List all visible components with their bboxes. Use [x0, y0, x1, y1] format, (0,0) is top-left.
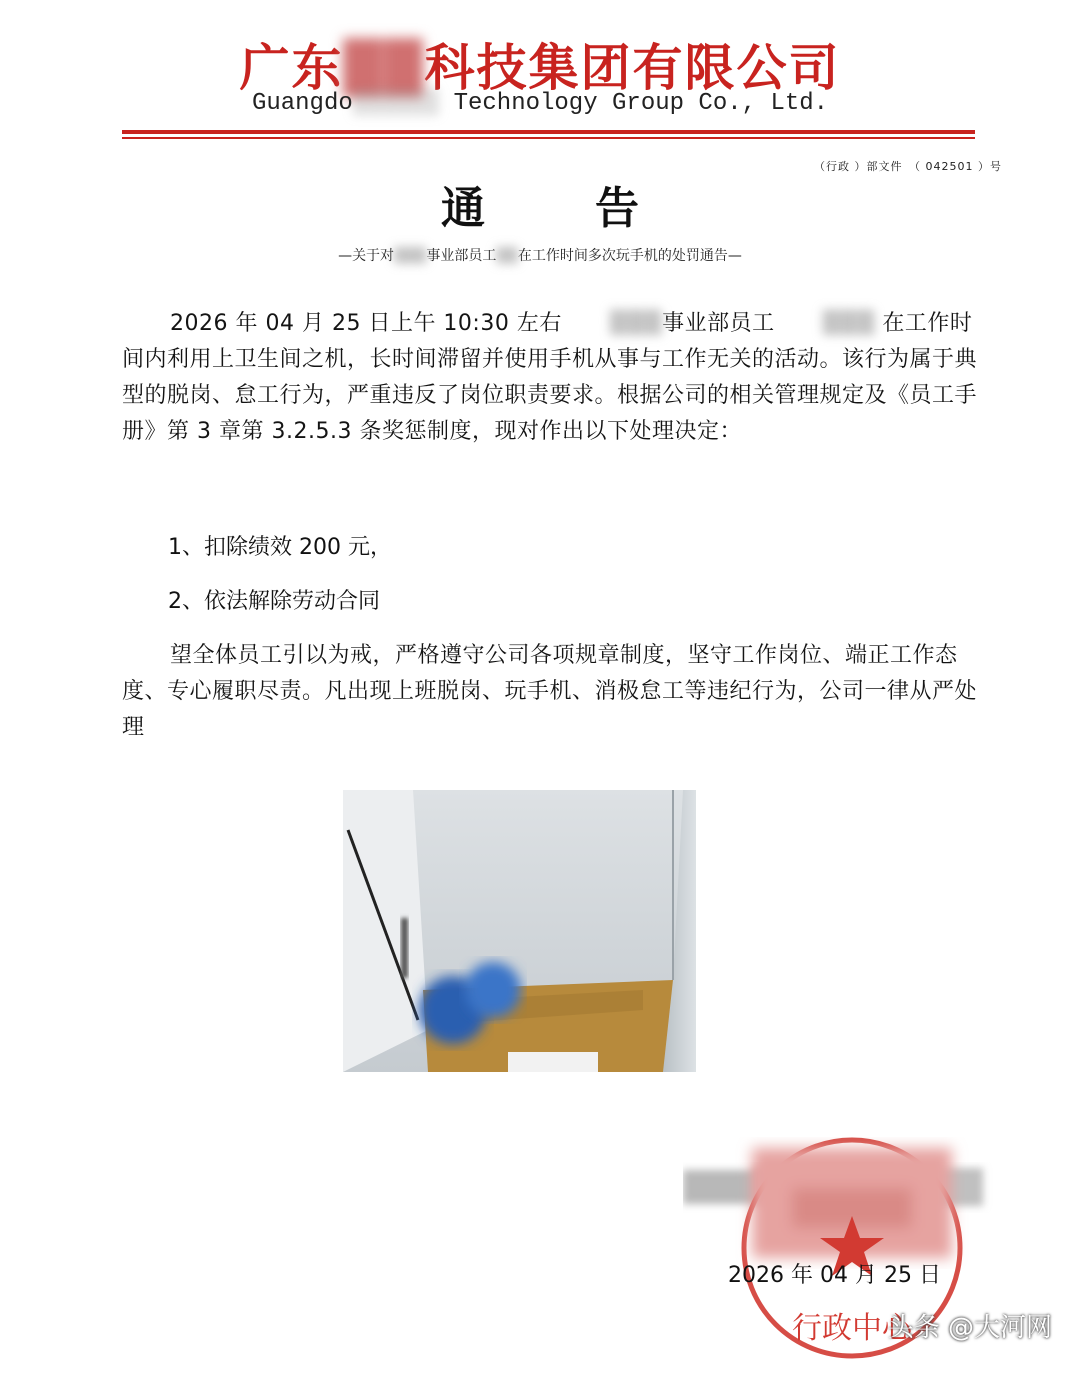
- stamp-text: 行政中心: [792, 1311, 912, 1346]
- company-name-en: Guangdo▒▒▒▒▒▒ Technology Group Co., Ltd.: [251, 90, 829, 117]
- notice-title: 通告: [441, 183, 749, 234]
- decision-item-1: 1、扣除绩效 200 元，: [168, 535, 392, 560]
- redacted-department: ▒▒▒: [394, 248, 427, 264]
- surveillance-photo: [343, 790, 696, 1072]
- notice-paragraph-2: 望全体员工引以为戒，严格遵守公司各项规章制度，坚守工作岗位、端正工作态度、专心履职尽责。凡出现上班脱岗、玩手机、消极怠工等违纪行为，公司一律从严处理: [122, 643, 978, 740]
- redacted-department: ▒▒▒: [609, 311, 663, 336]
- notice-paragraph-1: 2026 年 04 月 25 日上午 10:30 左右 ▒▒▒事业部员工 ▒▒▒ 在工作时间内利用上卫生间之机，长时间滞留并使用手机从事与工作无关的活动。该行为属于典型的脱岗、怠工行为，严重违反了岗位职责要求。根据公司的相关管理规定及《员工手册》第 3 章第 3.2.5.3 条奖惩制度，现对作出以下处理决定：: [122, 306, 982, 450]
- redacted-employee: ▒▒: [496, 248, 518, 264]
- decision-item-2: 2、依法解除劳动合同: [168, 589, 380, 614]
- redacted-company-name-en: ▒▒▒▒▒▒: [352, 90, 440, 117]
- document-number: （行政 ）部文件 （ 042501 ）号: [814, 160, 1002, 173]
- source-watermark: 头条 @大河网: [887, 1313, 1052, 1343]
- letterhead-rule-thin: [122, 137, 975, 139]
- letterhead-rule-thick: [122, 130, 975, 134]
- company-name-cn: 广东██科技集团有限公司: [239, 39, 841, 97]
- notice-date: 2026 年 04 月 25 日: [728, 1263, 941, 1288]
- redacted-company-name: ██: [343, 39, 425, 97]
- notice-subtitle: —关于对▒▒▒事业部员工▒▒在工作时间多次玩手机的处罚通告—: [338, 248, 742, 264]
- redacted-employee: ▒▒▒: [822, 311, 875, 336]
